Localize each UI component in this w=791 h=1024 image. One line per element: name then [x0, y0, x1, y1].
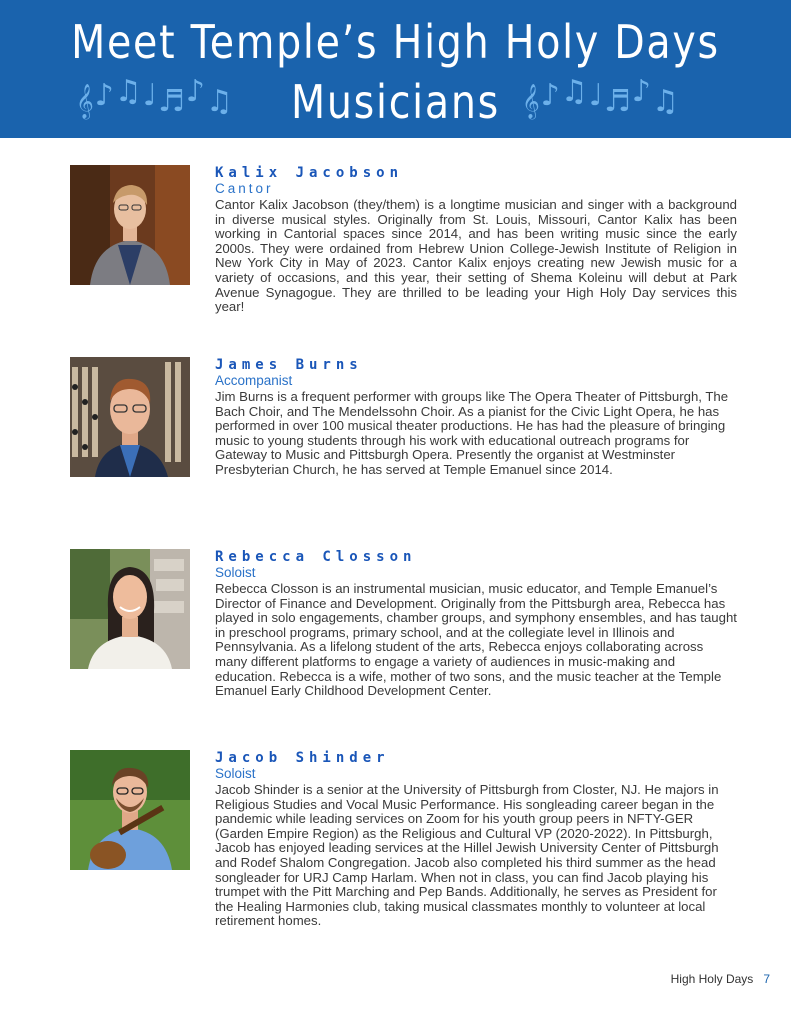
- musician-photo-james: [70, 357, 190, 477]
- musician-bio-text: Cantor Kalix Jacobson (they/them) is a longtime musician and singer with a background in diverse musical styles. Originally from St. Louis, Missouri, Cantor Kalix has been working in Cantorial spaces since 2014, and has been writing music since the early 2000s. They were ordained from Hebrew Union College-Jewish Institute of Religion in New York City in May of 2023. Cantor Kalix enjoys creating new Jewish music for a variety of occasions, and this year, their setting of Shema Koleinu will debut at Park Avenue Synagogue. They are thrilled to be leading your High Holy Day services this year!: [215, 197, 737, 315]
- musician-role: Soloist: [215, 766, 256, 781]
- musician-role: Accompanist: [215, 373, 293, 388]
- musician-bio-text: Rebecca Closson is an instrumental musician, music educator, and Temple Emanuel’s Director of Finance and Development. Originally from the Pittsburgh area, Rebecca has played in solo engagements, chamber groups, and symphony ensembles, and has taught in preschool programs, primary school, and at the collegiate level in Illinois and Pennsylvania. As a lifelong student of the arts, Rebecca enjoys collaborating across many different platforms to engage a variety of audiences in music-making and education. Rebecca is a wife, mother of two sons, and the music teacher at the Temple Emanuel Early Childhood Development Center.: [215, 581, 737, 699]
- musician-name: Jacob Shinder: [215, 750, 390, 766]
- musician-photo-kalix: [70, 165, 190, 285]
- musician-role: Soloist: [215, 565, 256, 580]
- music-notes-right-icon: 𝄞♪♫♩♬♪♫: [522, 74, 680, 119]
- musician-name: Rebecca Closson: [215, 549, 417, 565]
- page-number: 7: [763, 972, 770, 986]
- musician-photo-jacob: [70, 750, 190, 870]
- musician-bio-text: Jim Burns is a frequent performer with groups like The Opera Theater of Pittsburgh, The Bach Choir, and The Mendelssohn Choir. As a pianist for the Civic Light Opera, he has performed in over 100 musical theater productions. He has had the pleasure of bringing music to young students through his work with educational outreach programs for Gateway to Music and Pittsburgh Opera. Presently the organist at Westminster Presbyterian Church, he has served at Temple Emanuel since 2014.: [215, 389, 729, 477]
- header-banner: [0, 0, 791, 138]
- page-footer: [600, 972, 770, 986]
- music-notes-left-icon: 𝄞♪♫♩♬♪♫: [76, 74, 234, 119]
- musician-name: Kalix Jacobson: [215, 165, 404, 181]
- musician-photo-rebecca: [70, 549, 190, 669]
- footer-label: High Holy Days: [670, 972, 754, 986]
- musician-bio-text: Jacob Shinder is a senior at the University of Pittsburgh from Closter, NJ. He majors in Religious Studies and Vocal Music Performance. His songleading career began in the pandemic while leading services on Zoom for his youth group peers in NFTY-GER (Garden Empire Region) as the Religious and Cultural VP (2020-2022). In Pittsburgh, Jacob has enjoyed leading services at the Hillel Jewish University Center of Pittsburgh and Rodef Shalom Congregation. Jacob also completed his third summer as the head songleader for URJ Camp Harlam. When not in class, you can find Jacob playing his trumpet with the Pitt Marching and Pep Bands. Additionally, he serves as President for the Healing Harmonies club, taking musical classmates monthly to volunteer at local retirement homes.: [215, 782, 719, 929]
- musician-name: James Burns: [215, 357, 363, 373]
- musician-role: Cantor: [215, 181, 274, 196]
- page-title-line2: Musicians: [291, 75, 500, 129]
- page-title-line1: Meet Temple’s High Holy Days: [71, 15, 720, 69]
